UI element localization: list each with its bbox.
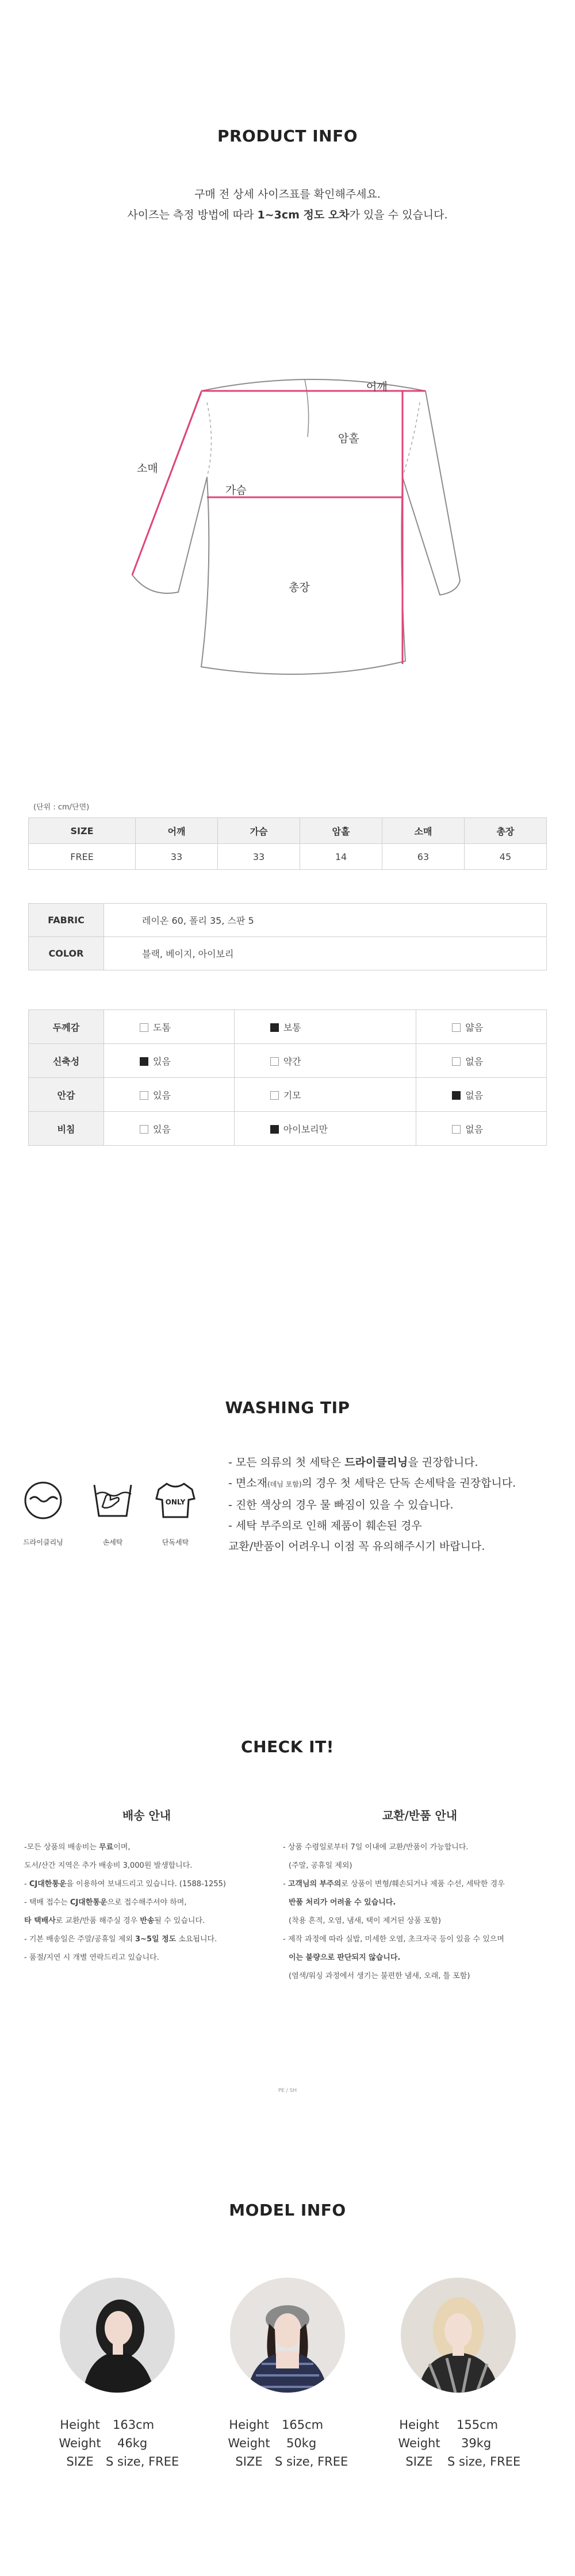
feel-option: 보통 xyxy=(234,1010,416,1044)
returns-note: - 제작 과정에 따라 실밥, 미세한 오염, 초크자국 등이 있을 수 있으며 xyxy=(283,1935,504,1944)
feel-option: 있음 xyxy=(104,1078,235,1112)
wash-separately-label: 단독세탁 xyxy=(162,1538,189,1546)
feel-option: 없음 xyxy=(416,1112,547,1146)
fabric-row xyxy=(29,904,547,937)
size-table-header xyxy=(29,818,547,844)
size-header-cell: 가슴 xyxy=(218,818,300,844)
only-text: ONLY xyxy=(165,1498,186,1506)
checkbox-checked-icon xyxy=(270,1125,279,1134)
size-table xyxy=(28,817,547,870)
size-cell: 45 xyxy=(464,844,546,870)
checkbox-icon xyxy=(452,1057,461,1066)
wash-note-4: - 세탁 부주의로 인해 제품이 훼손된 경우 xyxy=(228,1519,422,1532)
hand-wash-icon xyxy=(90,1480,136,1521)
checkbox-icon xyxy=(140,1125,148,1134)
length-label: 총장 xyxy=(289,581,310,594)
fabric-table xyxy=(28,903,547,970)
washing-tip-title: WASHING TIP xyxy=(225,1398,350,1417)
size-header-cell: 어깨 xyxy=(136,818,218,844)
returns-note: 반품 처리가 어려울 수 있습니다. xyxy=(289,1898,396,1907)
shipping-note: 타 택배사로 교환/반품 해주실 경우 반송될 수 있습니다. xyxy=(24,1917,205,1925)
size-header-cell: 소매 xyxy=(382,818,464,844)
dry-clean-label: 드라이클리닝 xyxy=(23,1538,63,1546)
feel-option: 도톰 xyxy=(104,1010,235,1044)
wash-note-1: - 모든 의류의 첫 세탁은 드라이클리닝을 권장합니다. xyxy=(228,1456,478,1469)
size-cell: FREE xyxy=(29,844,136,870)
model-size: S size, FREE xyxy=(447,2455,521,2468)
checkbox-checked-icon xyxy=(140,1057,148,1066)
color-row xyxy=(29,937,547,970)
dry-clean-icon xyxy=(23,1480,63,1521)
returns-note: (주말, 공휴일 제외) xyxy=(289,1861,352,1870)
lining-row xyxy=(29,1078,547,1112)
checkbox-icon xyxy=(270,1057,279,1066)
size-diagram xyxy=(115,345,471,690)
returns-note: - 상품 수령일로부터 7일 이내에 교환/반품이 가능합니다. xyxy=(283,1843,469,1852)
returns-note: - 고객님의 부주의로 상품이 변형/훼손되거나 제품 수선, 세탁한 경우 xyxy=(283,1880,505,1888)
shipping-notes xyxy=(24,1838,277,1967)
garment-outline xyxy=(132,379,460,674)
feel-option: 없음 xyxy=(416,1044,547,1078)
measure-lines xyxy=(132,391,425,664)
feel-option: 있음 xyxy=(104,1044,235,1078)
model-height: 163cm xyxy=(113,2418,155,2432)
sheer-key: 비침 xyxy=(29,1112,104,1146)
stretch-row xyxy=(29,1044,547,1078)
size-notice xyxy=(0,184,575,225)
checkbox-icon xyxy=(140,1023,148,1032)
size-cell: 33 xyxy=(136,844,218,870)
model-3-info: Height 155cm Weight 39kg SIZE S size, FREE xyxy=(398,2418,521,2468)
wash-separately-icon xyxy=(154,1480,197,1521)
checkbox-checked-icon xyxy=(270,1023,279,1032)
color-key: COLOR xyxy=(29,937,104,970)
fabric-key: FABRIC xyxy=(29,904,104,937)
model-height: 155cm xyxy=(457,2418,499,2432)
shipping-note: - 택배 접수는 CJ대한통운으로 접수해주셔야 하며, xyxy=(24,1898,187,1907)
armhole-guides xyxy=(207,402,420,477)
shipping-title: 배송 안내 xyxy=(122,1809,171,1822)
model-photo-2 xyxy=(230,2278,345,2393)
size-notice-line2: 사이즈는 측정 방법에 따라 1~3cm 정도 오차가 있을 수 있습니다. xyxy=(127,209,448,221)
size-cell: 33 xyxy=(218,844,300,870)
shoulder-label: 어깨 xyxy=(366,381,388,393)
lining-key: 안감 xyxy=(29,1078,104,1112)
stretch-key: 신축성 xyxy=(29,1044,104,1078)
sleeve-line xyxy=(132,392,201,575)
model-weight: 50kg xyxy=(286,2436,317,2450)
size-cell: 14 xyxy=(300,844,382,870)
sheer-row xyxy=(29,1112,547,1146)
size-table-row xyxy=(29,844,547,870)
thickness-row xyxy=(29,1010,547,1044)
returns-note: (착용 흔적, 오염, 냄새, 택이 제거된 상품 포함) xyxy=(289,1917,441,1925)
fabric-feel-table xyxy=(28,1009,547,1146)
model-photo-3 xyxy=(401,2278,516,2393)
shipping-note: -모든 상품의 배송비는 무료이며, xyxy=(24,1843,131,1852)
checkbox-icon xyxy=(270,1091,279,1100)
feel-option: 아이보리만 xyxy=(234,1112,416,1146)
shipping-note: - 품절/지연 시 개별 연락드리고 있습니다. xyxy=(24,1953,159,1962)
model-size: S size, FREE xyxy=(106,2455,179,2468)
model-2-info: Height 165cm Weight 50kg SIZE S size, FREE xyxy=(228,2418,348,2468)
returns-note: (염색/워싱 과정에서 생기는 불편한 냄새, 오래, 틀 포함) xyxy=(289,1972,470,1980)
model-info-title: MODEL INFO xyxy=(229,2201,346,2220)
fabric-value: 레이온 60, 폴리 35, 스판 5 xyxy=(104,904,547,937)
chest-label: 가슴 xyxy=(225,484,247,497)
feel-option: 약간 xyxy=(234,1044,416,1078)
model-weight: 39kg xyxy=(461,2436,492,2450)
model-height: 165cm xyxy=(282,2418,324,2432)
checkbox-icon xyxy=(452,1125,461,1134)
model-size: S size, FREE xyxy=(275,2455,348,2468)
model-weight: 46kg xyxy=(117,2436,148,2450)
wash-note-5: 교환/반품이 어려우니 이점 꼭 유의해주시기 바랍니다. xyxy=(228,1540,485,1553)
returns-note: 이는 불량으로 판단되지 않습니다. xyxy=(289,1953,401,1962)
size-cell: 63 xyxy=(382,844,464,870)
check-it-title: CHECK IT! xyxy=(241,1737,334,1756)
armhole-label: 암홀 xyxy=(338,432,359,445)
shipping-note: 도서/산간 지역은 추가 배송비 3,000원 발생합니다. xyxy=(24,1861,193,1870)
small-mark: PE / SH xyxy=(278,2088,297,2094)
checkbox-icon xyxy=(452,1023,461,1032)
size-header-cell: 총장 xyxy=(464,818,546,844)
feel-option: 있음 xyxy=(104,1112,235,1146)
washing-notes xyxy=(228,1452,516,1557)
thickness-key: 두께감 xyxy=(29,1010,104,1044)
returns-title: 교환/반품 안내 xyxy=(382,1809,458,1822)
feel-option: 얇음 xyxy=(416,1010,547,1044)
wash-note-3: - 진한 색상의 경우 물 빠짐이 있을 수 있습니다. xyxy=(228,1499,454,1511)
size-notice-line1: 구매 전 상세 사이즈표를 확인해주세요. xyxy=(194,188,381,201)
size-header-cell: SIZE xyxy=(29,818,136,844)
wash-note-2: - 면소재(데님 포함)의 경우 첫 세탁은 단독 손세탁을 권장합니다. xyxy=(228,1477,516,1489)
color-value: 블랙, 베이지, 아이보리 xyxy=(104,937,547,970)
size-header-cell: 암홀 xyxy=(300,818,382,844)
feel-option: 없음 xyxy=(416,1078,547,1112)
model-1-info: Height 163cm Weight 46kg SIZE S size, FREE xyxy=(59,2418,179,2468)
feel-option: 기모 xyxy=(234,1078,416,1112)
product-info-title: PRODUCT INFO xyxy=(217,126,358,145)
returns-notes xyxy=(283,1838,559,1986)
model-photo-1 xyxy=(60,2278,175,2393)
sleeve-label: 소매 xyxy=(137,462,158,475)
size-unit: (단위 : cm/단면) xyxy=(33,803,90,812)
checkbox-checked-icon xyxy=(452,1091,461,1100)
checkbox-icon xyxy=(140,1091,148,1100)
shipping-note: - CJ대한통운을 이용하여 보내드리고 있습니다. (1588-1255) xyxy=(24,1880,226,1888)
shipping-note: - 기본 배송일은 주말/공휴일 제외 3~5일 정도 소요됩니다. xyxy=(24,1935,217,1944)
hand-wash-label: 손세탁 xyxy=(102,1538,123,1546)
